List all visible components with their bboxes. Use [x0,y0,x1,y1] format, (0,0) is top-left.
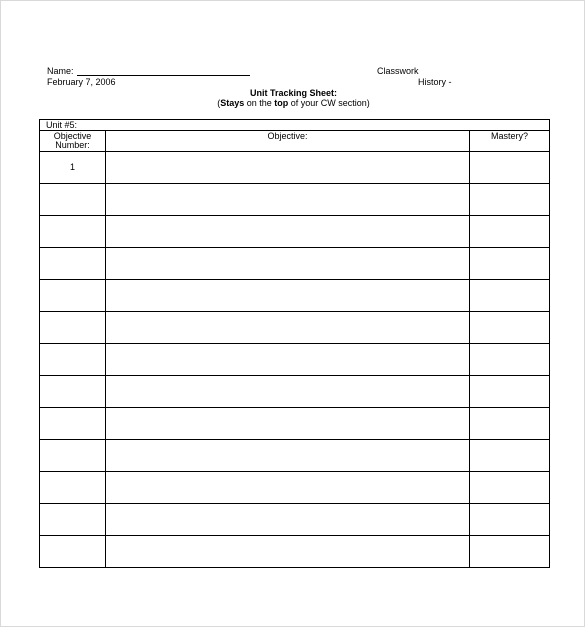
history-label: History - [418,77,452,87]
mastery-cell [470,184,550,216]
objective-number-cell [40,472,106,504]
objective-cell [106,376,470,408]
mastery-cell [470,312,550,344]
objective-cell [106,184,470,216]
subtitle-on-the: on the [244,98,275,108]
mastery-cell [470,344,550,376]
column-header-objective [106,131,470,152]
objective-cell [106,312,470,344]
column-header-label: Mastery? [491,131,529,141]
column-header-objective-number [40,131,106,152]
table-row [40,440,550,472]
objective-cell [106,536,470,568]
unit-row [40,120,550,131]
mastery-cell [470,376,550,408]
objective-number-cell [40,440,106,472]
mastery-cell [470,280,550,312]
mastery-cell [470,536,550,568]
column-header-label: Objective Number: [53,131,92,150]
subtitle-top: top [274,98,289,108]
mastery-cell [470,216,550,248]
name-blank-line [77,75,250,76]
objective-number-cell [40,504,106,536]
table-row [40,504,550,536]
unit-tracking-table [39,119,550,568]
column-header-label: Objective: [267,131,308,141]
header-row [40,131,550,152]
table-row [40,312,550,344]
table-row [40,472,550,504]
objective-number-cell [40,184,106,216]
objective-number-cell [40,248,106,280]
objective-number-cell [40,312,106,344]
objective-cell [106,216,470,248]
mastery-cell [470,504,550,536]
objective-number-cell: 1 [40,152,106,184]
sheet-subtitle [1,98,585,109]
table-row [40,536,550,568]
date-text: February 7, 2006 [47,77,116,87]
table-row [40,280,550,312]
objective-cell [106,440,470,472]
objective-cell [106,280,470,312]
table-row [40,408,550,440]
objective-cell [106,472,470,504]
table-row [40,216,550,248]
objective-cell [106,504,470,536]
subtitle-open: ( [217,98,221,108]
objective-cell [106,248,470,280]
mastery-cell [470,152,550,184]
subtitle-rest: of your CW section) [288,98,370,108]
objective-number-cell [40,216,106,248]
objective-cell [106,152,470,184]
table-row [40,344,550,376]
mastery-cell [470,408,550,440]
sheet-title: Unit Tracking Sheet: [249,88,338,98]
objective-number-cell [40,408,106,440]
subtitle-stays: Stays [220,98,245,108]
objective-cell [106,408,470,440]
objective-number-cell [40,280,106,312]
objective-number-cell [40,536,106,568]
table-row [40,184,550,216]
objective-number-cell [40,376,106,408]
name-label: Name: [47,66,74,76]
table-row [40,152,550,184]
objective-number-cell [40,344,106,376]
column-header-mastery [470,131,550,152]
mastery-cell [470,472,550,504]
objective-cell [106,344,470,376]
table-row [40,248,550,280]
table-row [40,376,550,408]
mastery-cell [470,440,550,472]
classwork-label: Classwork [377,66,419,76]
mastery-cell [470,248,550,280]
unit-label: Unit #5: [40,120,550,131]
